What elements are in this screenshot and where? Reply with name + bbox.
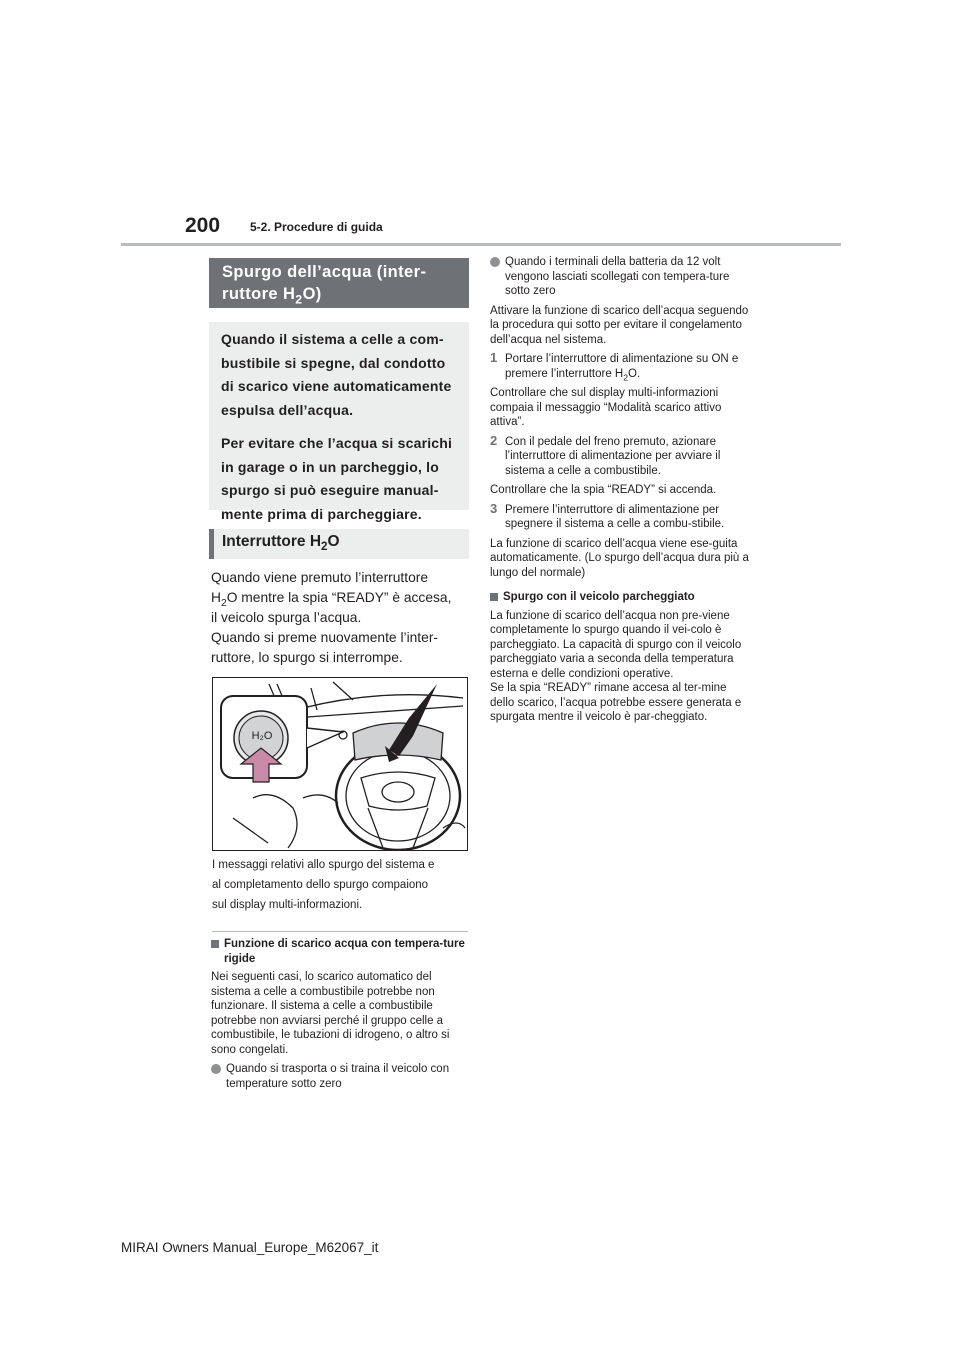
title-text-end: O) [302, 285, 322, 303]
title-subscript: 2 [295, 292, 303, 307]
step-3 [490, 500, 752, 532]
cold-weather-bullet-2: Quando i terminali della batteria da 12 volt vengono lasciati scollegati con tempera-ture sotto zero [490, 255, 752, 299]
summary-paragraph-1: Quando il sistema a celle a com-bustibile si spegne, dal condotto di scarico viene automaticamente espulsa dell’acqua. [221, 331, 452, 418]
section-title-line2 [222, 283, 469, 305]
step-number: 1 [490, 350, 498, 365]
subheading-subscript: 2 [321, 540, 328, 554]
intro-line: ruttore, lo spurgo si interrompe. [211, 650, 403, 665]
caption-line: al completamento dello spurgo compaiono [212, 879, 429, 891]
dashboard-drawing [213, 678, 467, 850]
cold-weather-section [211, 937, 471, 1096]
right-column [490, 255, 752, 730]
intro-text [211, 568, 473, 668]
summary-paragraph-2: Per evitare che l’acqua si scarichi in garage o in un parcheggio, lo spurgo si può eseguire manual-mente prima di parcheggiare. [221, 435, 453, 522]
cold-weather-heading: Funzione di scarico acqua con tempera-ture rigide [211, 937, 471, 966]
section-label: 5-2. Procedure di guida [250, 220, 383, 234]
illustration-caption [212, 855, 474, 915]
subheading-text-end: O [327, 533, 340, 550]
step-2-note: Controllare che la spia “READY” si accenda. [490, 484, 717, 496]
caption-line: sul display multi-informazioni. [212, 899, 363, 911]
intro-line: Quando si preme nuovamente l’inter- [211, 630, 439, 645]
cold-weather-text: Nei seguenti casi, lo scarico automatico del sistema a celle a combustibile potrebbe non funzionare. Il sistema a celle a combustibile potrebbe non avviarsi perché il gruppo celle a combustibile, le tubazioni di idrogeno, o altro si sono congelati. [211, 971, 450, 1056]
subheading-text: Interruttore H [222, 533, 322, 550]
step-subscript: 2 [623, 371, 629, 382]
dashboard-illustration [212, 677, 468, 851]
title-text: ruttore H [222, 285, 296, 303]
step-3-note: La funzione di scarico dell’acqua viene ese-guita automaticamente. (Lo spurgo dell’acqua dura più a lungo del normale) [490, 537, 749, 579]
step-number: 3 [490, 500, 498, 516]
intro-line [211, 588, 473, 608]
step-text: Premere l’interruttore di alimentazione per spegnere il sistema a celle a combu-stibile. [505, 503, 725, 530]
summary-box [209, 322, 469, 522]
h2o-button-label: H₂O [251, 730, 273, 742]
step-1 [490, 352, 752, 381]
page-number: 200 [185, 214, 221, 237]
parked-text-1: La funzione di scarico dell’acqua non pre-viene completamente lo spurgo quando il vei-colo è parcheggiato. La capacità di spurgo con il veicolo parcheggiato varia a seconda della temperatura esterna e delle condizioni operative. [490, 609, 742, 680]
header-divider [121, 243, 841, 246]
section-title-line1: Spurgo dell’acqua (inter- [222, 263, 427, 281]
step-text-end: O. [628, 367, 641, 380]
parked-heading: Spurgo con il veicolo parcheggiato [490, 590, 752, 605]
caption-divider [212, 931, 468, 932]
intro-line: Quando viene premuto l’interruttore [211, 570, 429, 585]
intro-h: H [211, 590, 221, 605]
intro-line: il veicolo spurga l’acqua. [211, 610, 362, 625]
step-text: Con il pedale del freno premuto, azionare l’interruttore di alimentazione per avviare il sistema a celle a combustibile. [505, 435, 721, 477]
subheading [209, 529, 469, 559]
footer-text: MIRAI Owners Manual_Europe_M62067_it [121, 1240, 379, 1255]
step-text: Portare l’interruttore di alimentazione su ON e premere l’interruttore H [505, 353, 739, 380]
step-number: 2 [490, 432, 498, 448]
step-1-note: Controllare che sul display multi-informazioni compaia il messaggio “Modalità scarico attivo attiva”. [490, 387, 722, 428]
parked-text-2: Se la spia “READY” rimane accesa al ter-mine dello scarico, l’acqua potrebbe essere generata e spurgata mentre il veicolo è par-cheggiato. [490, 682, 742, 723]
cold-weather-instructions: Attivare la funzione di scarico dell’acqua seguendo la procedura qui sotto per evitare il congelamento dell’acqua nel sistema. [490, 304, 749, 346]
intro-text-rest: O mentre la spia “READY” è accesa, [226, 590, 452, 605]
section-title [209, 258, 469, 308]
intro-subscript: 2 [220, 597, 227, 609]
cold-weather-bullet-1: Quando si trasporta o si traina il veicolo con temperature sotto zero [211, 1062, 471, 1091]
step-2 [490, 432, 752, 479]
caption-line: I messaggi relativi allo spurgo del sistema e [212, 859, 435, 871]
